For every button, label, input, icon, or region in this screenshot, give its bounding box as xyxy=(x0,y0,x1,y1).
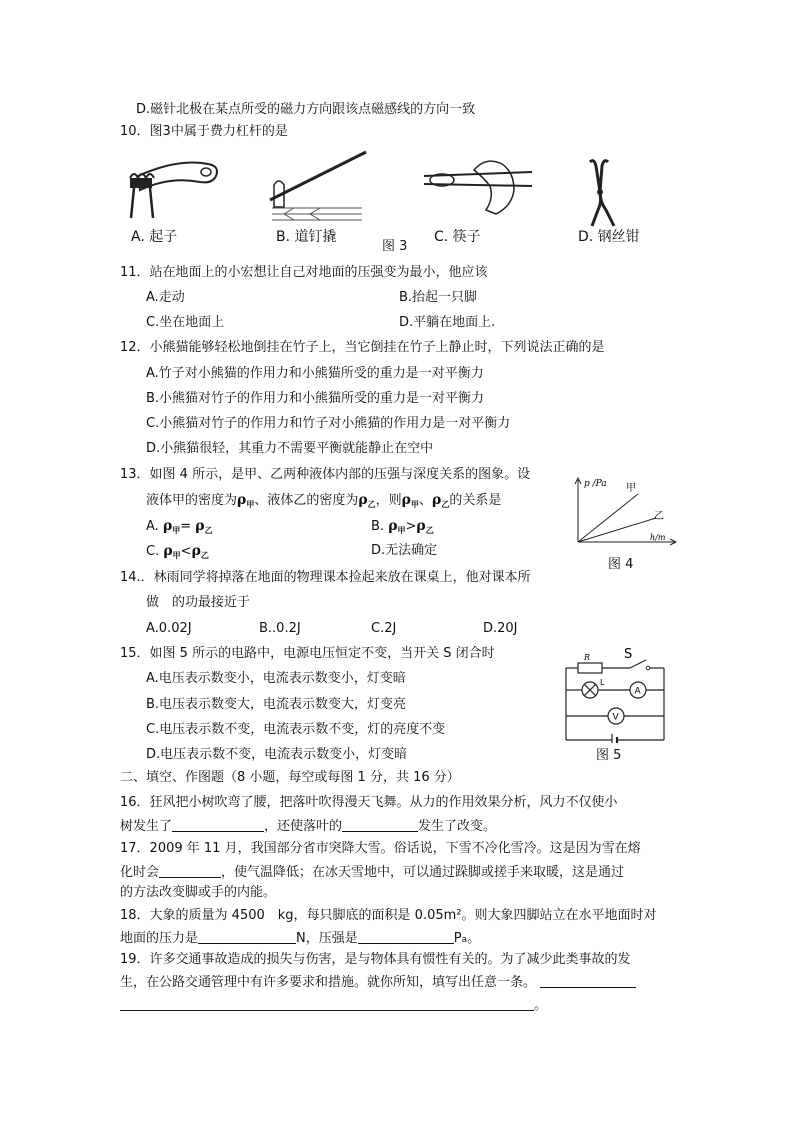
q11-option-a: A.走动 xyxy=(146,290,185,305)
q14-option-b: B..0.2J xyxy=(259,621,301,636)
q13-option-b: B. $\rho_甲>\rho_乙$ xyxy=(371,518,434,535)
q13-figure-label: 图 4 xyxy=(608,557,634,572)
q12-stem: 12．小熊猫能够轻松地倒挂在竹子上，当它倒挂在竹子上静止时，下列说法正确的是 xyxy=(120,340,605,355)
switch-label: S xyxy=(624,648,633,662)
resistor-icon xyxy=(578,663,602,673)
q10-option-d: D. 钢丝钳 xyxy=(578,229,640,245)
graph-line-yi xyxy=(578,518,656,542)
q18-line1: 18．大象的质量为 4500 kg，每只脚底的面积是 0.05m²。则大象四脚站立在水平地面时对 xyxy=(120,908,657,923)
graph-x-label: h/m xyxy=(650,533,666,542)
q14-stem-line2: 做 的功最接近于 xyxy=(146,595,251,610)
q14-option-d: D.20J xyxy=(483,621,518,636)
q15-option-a: A.电压表示数变小，电流表示数变小，灯变暗 xyxy=(146,671,406,686)
q12-option-c: C.小熊猫对竹子的作用力和竹子对小熊猫的作用力是一对平衡力 xyxy=(146,416,511,431)
q19-line2: 生，在公路交通管理中有许多要求和措施。就你所知，填写出任意一条。 xyxy=(120,973,636,992)
q15-figure-label: 图 5 xyxy=(596,748,622,763)
voltmeter-label: V xyxy=(612,712,619,723)
q14-option-a: A.0.02J xyxy=(146,621,192,636)
resistor-label: R xyxy=(584,653,591,662)
q12-option-d: D.小熊猫很轻，其重力不需要平衡就能静止在空中 xyxy=(146,441,434,456)
graph-line-jia xyxy=(578,494,638,542)
q16-blank-2[interactable] xyxy=(342,817,418,832)
q14-stem-line1: 14.．林雨同学将掉落在地面的物理课本捡起来放在课桌上，他对课本所 xyxy=(120,570,531,585)
q11-option-c: C.坐在地面上 xyxy=(146,315,225,330)
q15-option-c: C.电压表示数不变，电流表示数不变，灯的亮度不变 xyxy=(146,722,446,737)
q15-circuit-diagram xyxy=(560,648,670,743)
q17-line3: 的方法改变脚或手的内能。 xyxy=(120,885,277,900)
q11-option-d: D.平躺在地面上. xyxy=(399,315,496,330)
q18-blank-1[interactable] xyxy=(198,929,296,944)
q17-line2: 化时会 ，使气温降低；在冰天雪地中，可以通过跺脚或搓手来取暖，这是通过 xyxy=(120,865,625,880)
q19-blank-2[interactable] xyxy=(120,996,534,1011)
q17-line1: 17．2009 年 11 月，我国部分省市突降大雪。俗话说，下雪不冷化雪冷。这是因为雪在熔 xyxy=(120,841,641,856)
q10-option-a: A. 起子 xyxy=(131,229,178,245)
q13-option-d: D.无法确定 xyxy=(371,543,438,558)
q15-option-d: D.电压表示数不变，电流表示数变小，灯变暗 xyxy=(146,747,408,762)
graph-label-yi: 乙 xyxy=(654,511,664,522)
q13-option-c: C. $\rho_甲<\rho_乙$ xyxy=(146,543,209,560)
q18-blank-2[interactable] xyxy=(358,929,454,944)
q19-blank-1[interactable] xyxy=(540,973,636,988)
q16-line2: 树发生了 ，还使落叶的 发生了改变。 xyxy=(120,819,497,834)
lamp-label: L xyxy=(600,678,605,687)
graph-y-label: p /Pa xyxy=(584,479,607,489)
crowbar-icon xyxy=(270,152,366,220)
q10-option-b: B. 道钉撬 xyxy=(276,229,337,245)
chopsticks-icon xyxy=(424,161,532,214)
switch-icon xyxy=(630,660,646,668)
graph-label-jia: 甲 xyxy=(626,483,636,494)
q15-option-b: B.电压表示数变大，电流表示数变大，灯变亮 xyxy=(146,697,407,712)
q9-option-d: D.磁针北极在某点所受的磁力方向跟该点磁感线的方向一致 xyxy=(136,102,476,117)
bottle-opener-icon xyxy=(130,163,217,219)
q10-option-c: C. 筷子 xyxy=(434,229,481,245)
section2-title: 二、填空、作图题（8 小题，每空或每图 1 分，共 16 分） xyxy=(120,770,460,785)
q16-blank-1[interactable] xyxy=(172,817,264,832)
q11-stem: 11．站在地面上的小宏想让自己对地面的压强变为最小，他应该 xyxy=(120,265,488,280)
q15-stem: 15．如图 5 所示的电路中，电源电压恒定不变，当开关 S 闭合时 xyxy=(120,646,495,661)
q12-option-b: B.小熊猫对竹子的作用力和小熊猫所受的重力是一对平衡力 xyxy=(146,391,485,406)
q19-line3: 。 xyxy=(120,996,547,1015)
q16-line1: 16．狂风把小树吹弯了腰，把落叶吹得漫天飞舞。从力的作用效果分析，风力不仅使小 xyxy=(120,795,618,810)
q13-pressure-depth-graph xyxy=(570,476,680,546)
q13-stem-line1: 13．如图 4 所示，是甲、乙两种液体内部的压强与深度关系的图象。设 xyxy=(120,467,531,482)
q13-stem-line2: 液体甲的密度为$\rho_甲$、液体乙的密度为$\rho_乙$，则$\rho_甲$、$\rho_乙$的关系是 xyxy=(146,492,502,509)
q13-option-a: A. $\rho_甲= \rho_乙$ xyxy=(146,518,213,535)
q18-line2: 地面的压力是 N，压强是 Pa。 xyxy=(120,931,481,946)
q17-blank-1[interactable] xyxy=(159,863,221,878)
q19-line1: 19．许多交通事故造成的损失与伤害，是与物体具有惯性有关的。为了减少此类事故的发 xyxy=(120,952,631,967)
q12-option-a: A.竹子对小熊猫的作用力和小熊猫所受的重力是一对平衡力 xyxy=(146,366,484,381)
q10-figure-label: 图 3 xyxy=(382,239,408,254)
q10-stem: 10．图3中属于费力杠杆的是 xyxy=(120,124,288,139)
q14-option-c: C.2J xyxy=(371,621,397,636)
pliers-icon xyxy=(590,161,614,226)
ammeter-label: A xyxy=(634,686,641,697)
q11-option-b: B.抬起一只脚 xyxy=(399,290,478,305)
